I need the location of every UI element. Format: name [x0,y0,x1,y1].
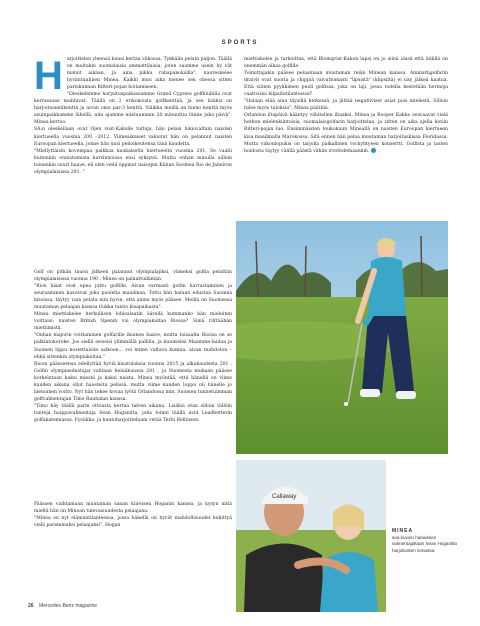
photo-caption [392,528,462,554]
article-column-left-bottom [34,501,232,529]
paragraph: "Haluan elää aina täysillä hetkessä, ja jättää negatiiviset asiat pois mielestä. Silloin tulee myös tuloksia", Minea päättää. [244,99,448,112]
paragraph: Golf on pitkän tauon jälkeen palannut olympialajiksi, viimeksi golfia pelattiin olympialaisissa vuonna 190 . Minea on palauttuilämän. [34,270,232,283]
paragraph: SA:n oleskellaan ovat Ojen visit-Kakolle tultuja, hän pelasi lukiovaltain naisten kiertueella vuosina 200 –2012. Viimeaikaiset vakiotut hän on pelannut naisten Euroopan kiertueella, jonne hän uusi pelioikeutensa tänä kaudelta. [34,127,232,147]
paragraph: "Oleskelemme harjoituspaikassamme Grand Cypress golfklubilla ovat kerrassaan mahtavat. Täällä on 2 erikokoista golfkenttää, ja sen lisäksi on harjoitusnelikenttä ja aivan oma par-3 kenttä. Valikka meillä on hieno kenttä myös asuinpaikkamme lähellä, niin ajamme mieluummin 20 minuuttia tänne joka päivä", Minea kertoo. [34,92,232,126]
cap-brand-text: Callaway [272,494,297,500]
golf-photo [236,221,448,454]
article-column-left-middle [34,269,232,424]
paragraph: Orlandon iltapäivä kääntyy vähitellen iltaaksi. Minea ja Rooper Kakko seuraavat vielä herkon mielenkiintoisia, suomalaisgolfarin harjoittelua, ja sitten on aika ajella kotiin Ritteri-pojan luo. Ensimmäisten toukokuun Mineallä on naisten Euroopan kiertueen kisa maailmalla Marokossa. Sitä ennen hän pelaa muutaman harjoituskisaa Floridassa. Mutta viikonlopuksi on tarjolla paikallinen rockyhtyeen konsertti. Golfista ja lasten hoidosta täytyy välillä päästä vähän irrottelemaankin. [244,113,448,154]
paragraph: Rioon päässeensa edellyttää hyviä kisatuloksia vuonna 2015 ja alkukaudesta 201 . Golfin olympiaedustajat valitaan heinäkuussa 201 , ja Suomesta mukaan pääsee korkeintaan kaksi miestä ja kaksi naista. Minea myöntää, että hänellä on viime kauden aikana ollut haasteita pelissä, mutta viime kauden loppu oli hänelle jo hienoinen voitto. Nyt hän tekee kovaa työtä Orlandossa mm. Suomen tunnetuimman golfvalmentajan Timo Rauhalan kanssa. [34,361,232,402]
end-of-article-mark [371,148,376,153]
paragraph: "Miellyttäisin kovempaa palkkaa kaukaiselta kiertueelta vuosina 201. Se vaatii kuitenkin onnistumista karsinnoissa ensi syksynä. Mutta onhan minulla silloin toinenkin suuri haave, eli olen vielä oppinut naisopin Kiinan Suomea Rio de Janeiron olympialaisissa 201. " [34,148,232,175]
paragraph: Harjoittelen yleensä kuusi kertaa viikossa. Tykkään pelata paljon. Täällä on muitakin suomalaisia ammattilaisia, joten saamme usein by vät matsit aikaan, ja aina pikku rahapanoksilla", naureskelee hyväntuulinen Minea. Kaikki muu aika menee sen ohessa sitten pariskunnan Ritteri-pojan hoitamiseen. [34,54,232,98]
section-tag: SPORTS [221,40,259,46]
page-footer [28,603,97,609]
paragraph: "Minea on nyt elämäntilanteessa, jossa hänellä on hyvät mahdollisuudet kehittyä vielä paremmaksi pelaajaksi", Hogan [34,516,232,529]
caption-name: MINEA [392,528,414,534]
page-number: 26 [28,603,34,609]
paragraph: Päässen vaihtamaan muutaman sanan kiireisen Hoganin kanssa, ja kysyn mitä mieltä hän on Minean tulevaisuudesta pelaajana. [34,502,232,515]
paragraph: "Rion kisat ovat upea juttu golfille. Aivan varmasti golfin harrastaminen ja seuraaminen kasvavat joka puolella maailmaa. Tottu hän haluan edustaa Suomea kisoissa, täytyy vain pelata niin hyvin, että ainne myös pääsee. Meillä on Suomessa muutaman pelaajan kanssa tiukka taisto kisapaikasta". [34,284,232,311]
paragraph: "Timo käy täällä parin ottoasta kertaa talven aikana. Lisäksi otan silloin tällöin tunteja huippuvalmentaja Sean Hoganilta, joka toimii täällä avid Leadbetterin golfakatemiassa. Fysiikka- ja kuntoharjoitteluani vetää Terhi Bellinsen. [34,403,232,423]
paragraph: "Onhan majorin voittaminen golfarille ikuinen haave, mutta toisaalta Riossa on se palkintokoroke. Jos siellä seisoisi ylimmällä pallilla, ja kuuntelisi Maamme-laulua ja Suomen lippu nostettaisiin salkoon... voi miten valtava kunnia, aivan mahdoton – ehkä sittenkin olympiakultaa." [34,333,232,360]
caption-text: saa kuvion halauksen valmentajaltaan Sean Hoganilta harjoitusten lomassa. [392,535,457,553]
paragraph: Toimittajakin pääsee pelaamaan muutaman reiän Minean kanssa. Ammattigolfarin draivit ovat suoria ja chippiä vaivattomasti "lipsistä" (klipsiltä) ei näy jälkeä kaatua. Että siitien pyykkimen puoli golfissa, joka on laji, jossa todella kestetään hermoja vaativissa kilpailutilanteissa? [244,71,448,98]
portrait-photo [236,460,386,612]
magazine-name: Mercedes-Benz magazine [38,603,98,609]
article-column-right-top [244,56,448,155]
paragraph: Minea miettiskelee herkullisen lohisalaatin äärellä kummanko hän mieluiten voittaisi: naisten British Openin vai olympiakultaa Riossa? Siinä riittäähän miettimistä. [34,312,232,332]
paragraph: miettiskelee ja tarkoittaa, että Blomqvist-Kakon lapsi on jo siinä iässä että äidillä on enemmän aikaa golfille. [244,57,448,70]
dropcap: H [34,54,63,98]
article-column-left-top [34,56,232,176]
